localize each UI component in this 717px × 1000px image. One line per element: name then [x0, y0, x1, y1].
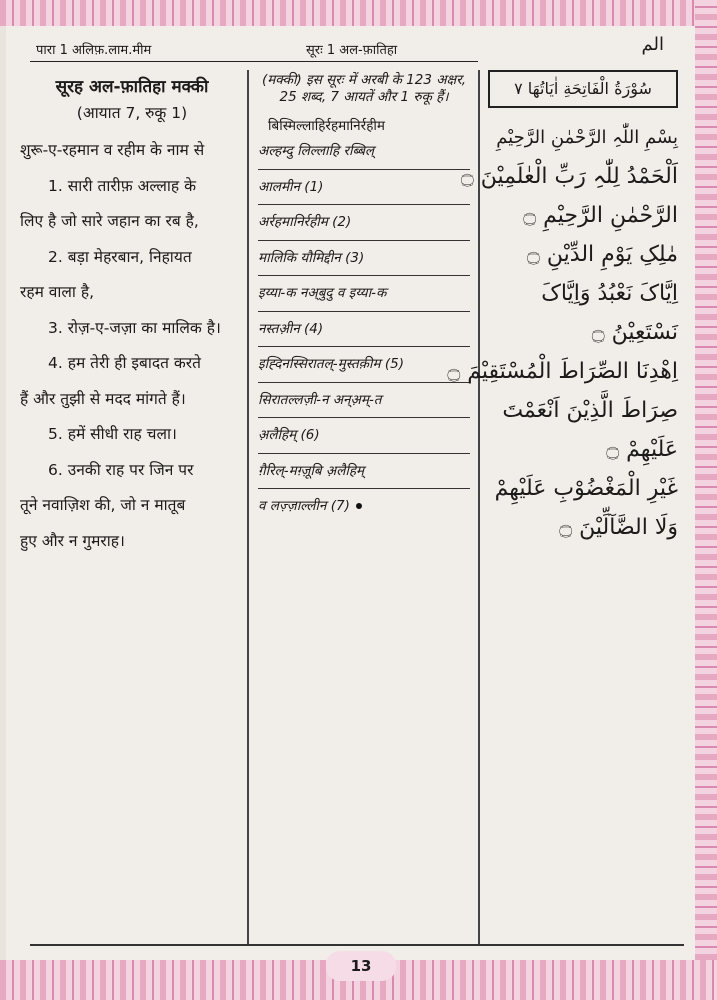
decorative-border-top: [0, 0, 717, 26]
arabic-column: [447, 70, 682, 547]
column-divider: [247, 70, 249, 946]
transliteration-line: आलमीन (1): [258, 170, 470, 206]
transliteration-line: व लज़्ज़ाल्लीन (7): [258, 498, 350, 514]
column-divider: [478, 70, 480, 946]
surah-title-box: سُوْرَةُ الْفَاتِحَةِ اٰیَاتُھَا ٧: [488, 70, 678, 108]
transliteration-line: नस्तअ़ीन (4): [258, 312, 470, 348]
arabic-line: بِسْمِ اللّٰہِ الرَّحْمٰنِ الرَّحِیْمِ: [496, 127, 678, 148]
transliteration-line: सिरातल्लज़ी-न अन्अ़म्-त: [258, 383, 470, 419]
header-para: पारा 1 अलिफ़.लाम.मीम: [36, 43, 152, 58]
arabic-line: اِھْدِنَا الصِّرَاطَ الْمُسْتَقِیْمَ ۝: [447, 359, 678, 384]
arabic-line: اَلْحَمْدُ لِلّٰہِ رَبِّ الْعٰلَمِیْنَ ۝: [460, 164, 678, 189]
end-dot-icon: [356, 503, 362, 509]
translation-line: 4. हम तेरी ही इबादत करते: [48, 354, 201, 372]
translation-line: 5. हमें सीधी राह चला।: [48, 425, 177, 443]
transliteration-line: इय्या-क नअ्बुदु व इय्या-क: [258, 276, 470, 312]
transliteration-line-last: [258, 489, 470, 525]
translation-line: शुरू-ए-रहमान व रहीम के नाम से: [20, 141, 205, 159]
translation-line: 1. सारी तारीफ़ अल्लाह के: [48, 176, 196, 195]
arabic-line: مٰلِکِ یَوْمِ الدِّیْنِ ۝: [527, 242, 678, 267]
decorative-border-right: [695, 0, 717, 1000]
page-number: 13: [326, 951, 396, 981]
translation-line: हुए और न गुमराह।: [20, 531, 125, 550]
arabic-line: اِیَّاکَ نَعْبُدُ وَاِیَّاکَ: [541, 281, 678, 306]
header-surah: सूरः 1 अल-फ़ातिहा: [306, 43, 398, 58]
translation-line: लिए है जो सारे जहान का रब है,: [20, 212, 199, 230]
surah-title-hindi: सूरह अल-फ़ातिहा मक्की: [55, 77, 209, 97]
transliteration-line: अर्रहमानिर्रहीम (2): [258, 205, 470, 241]
arabic-line: غَیْرِ الْمَغْضُوْبِ عَلَیْھِمْ: [494, 476, 678, 501]
header-arabic: الم: [641, 34, 664, 55]
arabic-line: الرَّحْمٰنِ الرَّحِیْمِ ۝: [523, 203, 678, 228]
surah-subtitle: (आयात 7, रुकू 1): [76, 104, 188, 122]
surah-intro: (मक्की) इस सूरः में अरबी के 123 अक्षर, 25 शब्द, 7 आयतें और 1 रुकू हैं।: [261, 72, 467, 105]
arabic-line: صِرَاطَ الَّذِیْنَ اَنْعَمْتَ: [502, 398, 678, 423]
bismillah-transliteration: बिस्मिल्लाहिर्रहमानिर्रहीम: [268, 118, 385, 134]
transliteration-line: अ़लैहिम् (6): [258, 418, 470, 454]
arabic-line: وَلَا الضَّآلِّیْنَ ۝: [559, 515, 678, 540]
translation-line: तूने नवाज़िश की, जो न मातूब: [20, 496, 186, 514]
translation-line: 3. रोज़-ए-जज़ा का मालिक है।: [48, 318, 221, 337]
transliteration-line: इह्दिनस्सिरातल्-मुस्तक़ीम (5): [258, 347, 470, 383]
translation-line: हैं और तुझी से मदद मांगते हैं।: [20, 389, 186, 408]
running-header: [30, 34, 478, 62]
translation-column: [20, 70, 244, 559]
page: [6, 26, 695, 975]
translation-line: 6. उनकी राह पर जिन पर: [48, 460, 194, 479]
translation-line: रहम वाला है,: [20, 283, 95, 301]
arabic-line: نَسْتَعِیْنُ ۝: [591, 320, 678, 345]
footer-rule: [30, 944, 684, 946]
transliteration-column: [258, 72, 470, 525]
transliteration-line: ग़ैरिल्-मग़्ज़ूबि अ़लैहिम्: [258, 454, 470, 490]
transliteration-line: अल्हम्दु लिल्लाहि रब्बिल्: [258, 134, 470, 170]
transliteration-line: मालिकि यौमिद्दीन (3): [258, 241, 470, 277]
arabic-line: عَلَیْھِمْ ۝: [606, 437, 678, 462]
translation-line: 2. बड़ा मेहरबान, निहायत: [48, 247, 192, 266]
